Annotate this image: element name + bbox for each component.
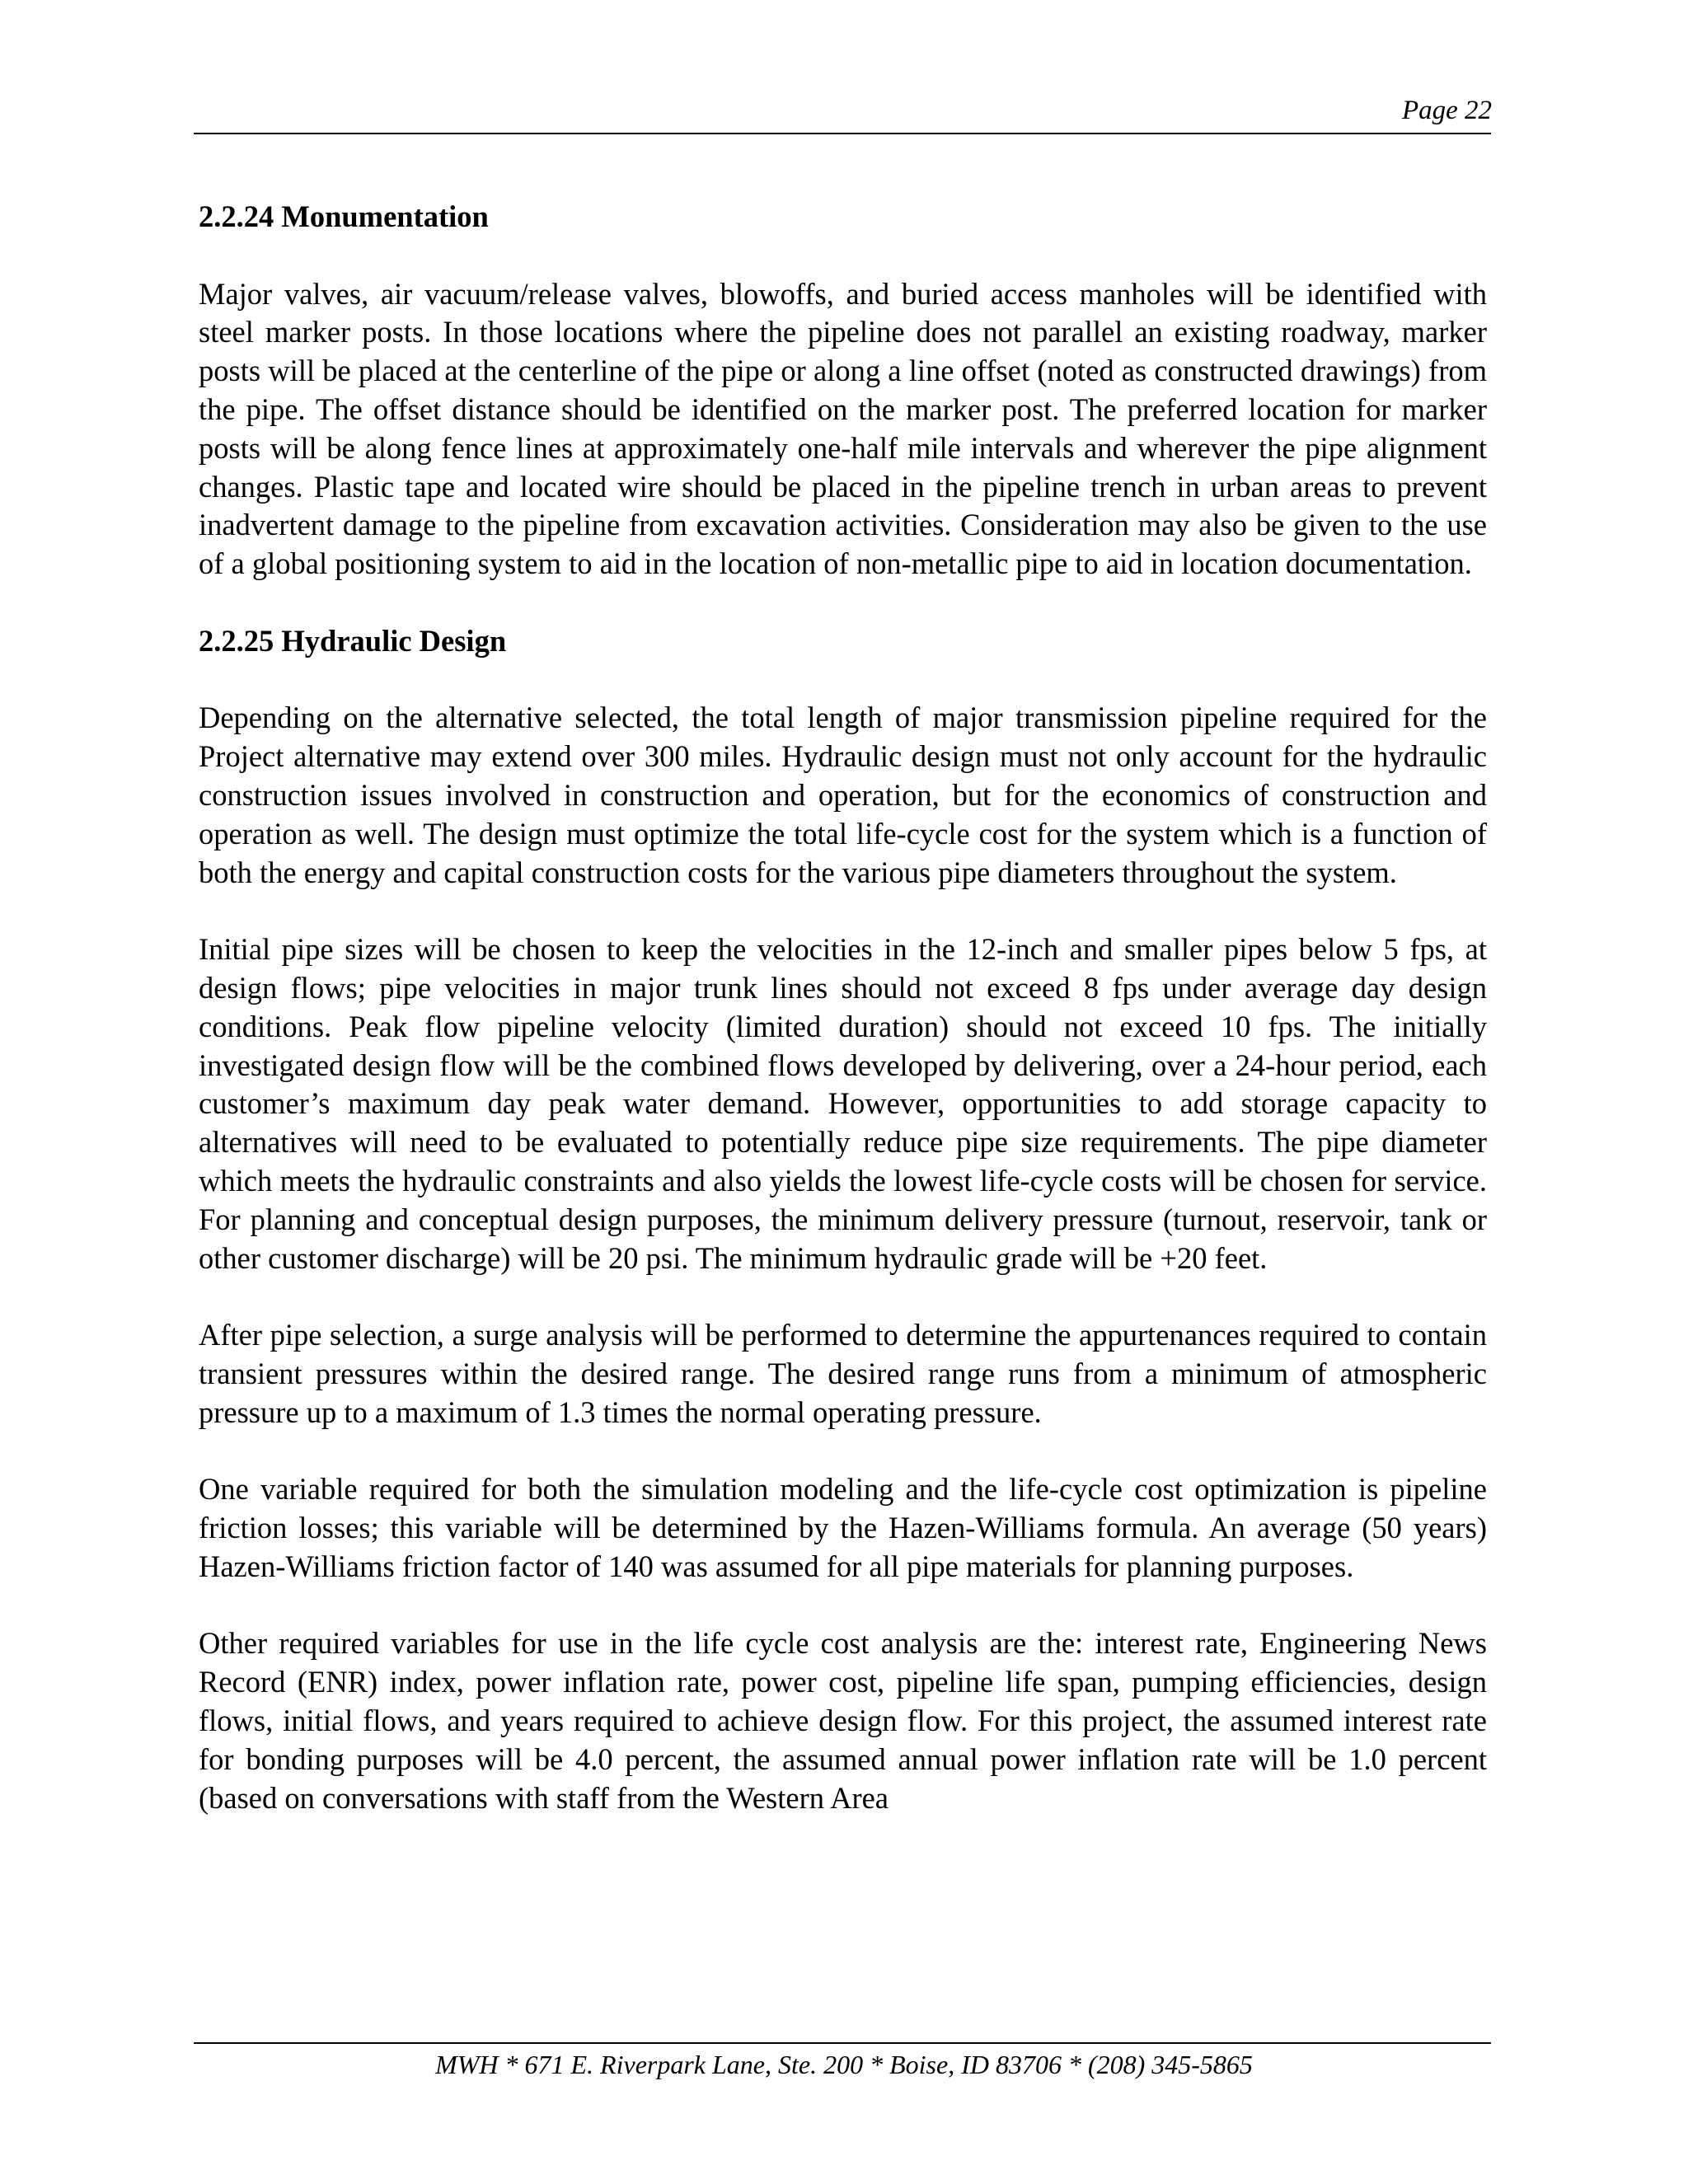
section-hydraulic-design: [199, 622, 1487, 1818]
document-body: [199, 198, 1487, 1856]
section-monumentation: [199, 198, 1487, 583]
paragraph: After pipe selection, a surge analysis will be performed to determine the appurtenances required to contain transient pressures within the desired range. The desired range runs from a minimum of atmospheric pressure up to a maximum of 1.3 times the normal operating pressure.: [199, 1318, 1487, 1429]
footer-address: MWH * 671 E. Riverpark Lane, Ste. 200 * Boise, ID 83706 * (208) 345-5865: [435, 2050, 1253, 2079]
paragraph: Major valves, air vacuum/release valves, blowoffs, and buried access manholes will be identified with steel marker posts. In those locations where the pipeline does not parallel an existing roadway, marker posts will be placed at the centerline of the pipe or along a line offset (noted as constructed drawings) from the pipe. The offset distance should be identified on the marker post. The preferred location for marker posts will be along fence lines at approximately one-half mile intervals and wherever the pipe alignment changes. Plastic tape and located wire should be placed in the pipeline trench in urban areas to prevent inadvertent damage to the pipeline from excavation activities. Consideration may also be given to the use of a global positioning system to aid in the location of non-metallic pipe to aid in location documentation.: [199, 276, 1487, 581]
paragraph: Other required variables for use in the life cycle cost analysis are the: interest rate, Engineering News Record (ENR) index, power inflation rate, power cost, pipeline life span, pumping efficiencies, design flows, initial flows, and years required to achieve design flow. For this project, the assumed interest rate for bonding purposes will be 4.0 percent, the assumed annual power inflation rate will be 1.0 percent (based on conversations with staff from the Western Area: [199, 1626, 1487, 1815]
section-heading: 2.2.25 Hydraulic Design: [199, 623, 507, 658]
section-heading: 2.2.24 Monumentation: [199, 199, 489, 233]
page-number: Page 22: [1401, 96, 1492, 125]
header-rule: [194, 133, 1491, 134]
paragraph: Initial pipe sizes will be chosen to keep the velocities in the 12-inch and smaller pipes below 5 fps, at design flows; pipe velocities in major trunk lines should not exceed 8 fps under average day design conditions. Peak flow pipeline velocity (limited duration) should not exceed 10 fps. The initially investigated design flow will be the combined flows developed by delivering, over a 24-hour period, each customer’s maximum day peak water demand. However, opportunities to add storage capacity to alternatives will need to be evaluated to potentially reduce pipe size requirements. The pipe diameter which meets the hydraulic constraints and also yields the lowest life-cycle costs will be chosen for service. For planning and conceptual design purposes, the minimum delivery pressure (turnout, reservoir, tank or other customer discharge) will be 20 psi. The minimum hydraulic grade will be +20 feet.: [199, 932, 1487, 1275]
paragraph: One variable required for both the simulation modeling and the life-cycle cost optimization is pipeline friction losses; this variable will be determined by the Hazen-Williams formula. An average (50 years) Hazen-Williams friction factor of 140 was assumed for all pipe materials for planning purposes.: [199, 1472, 1487, 1583]
footer-rule: [194, 2042, 1491, 2044]
paragraph: Depending on the alternative selected, the total length of major transmission pipeline required for the Project alternative may extend over 300 miles. Hydraulic design must not only account for the hydraulic construction issues involved in construction and operation, but for the economics of construction and operation as well. The design must optimize the total life-cycle cost for the system which is a function of both the energy and capital construction costs for the various pipe diameters throughout the system.: [199, 701, 1487, 889]
